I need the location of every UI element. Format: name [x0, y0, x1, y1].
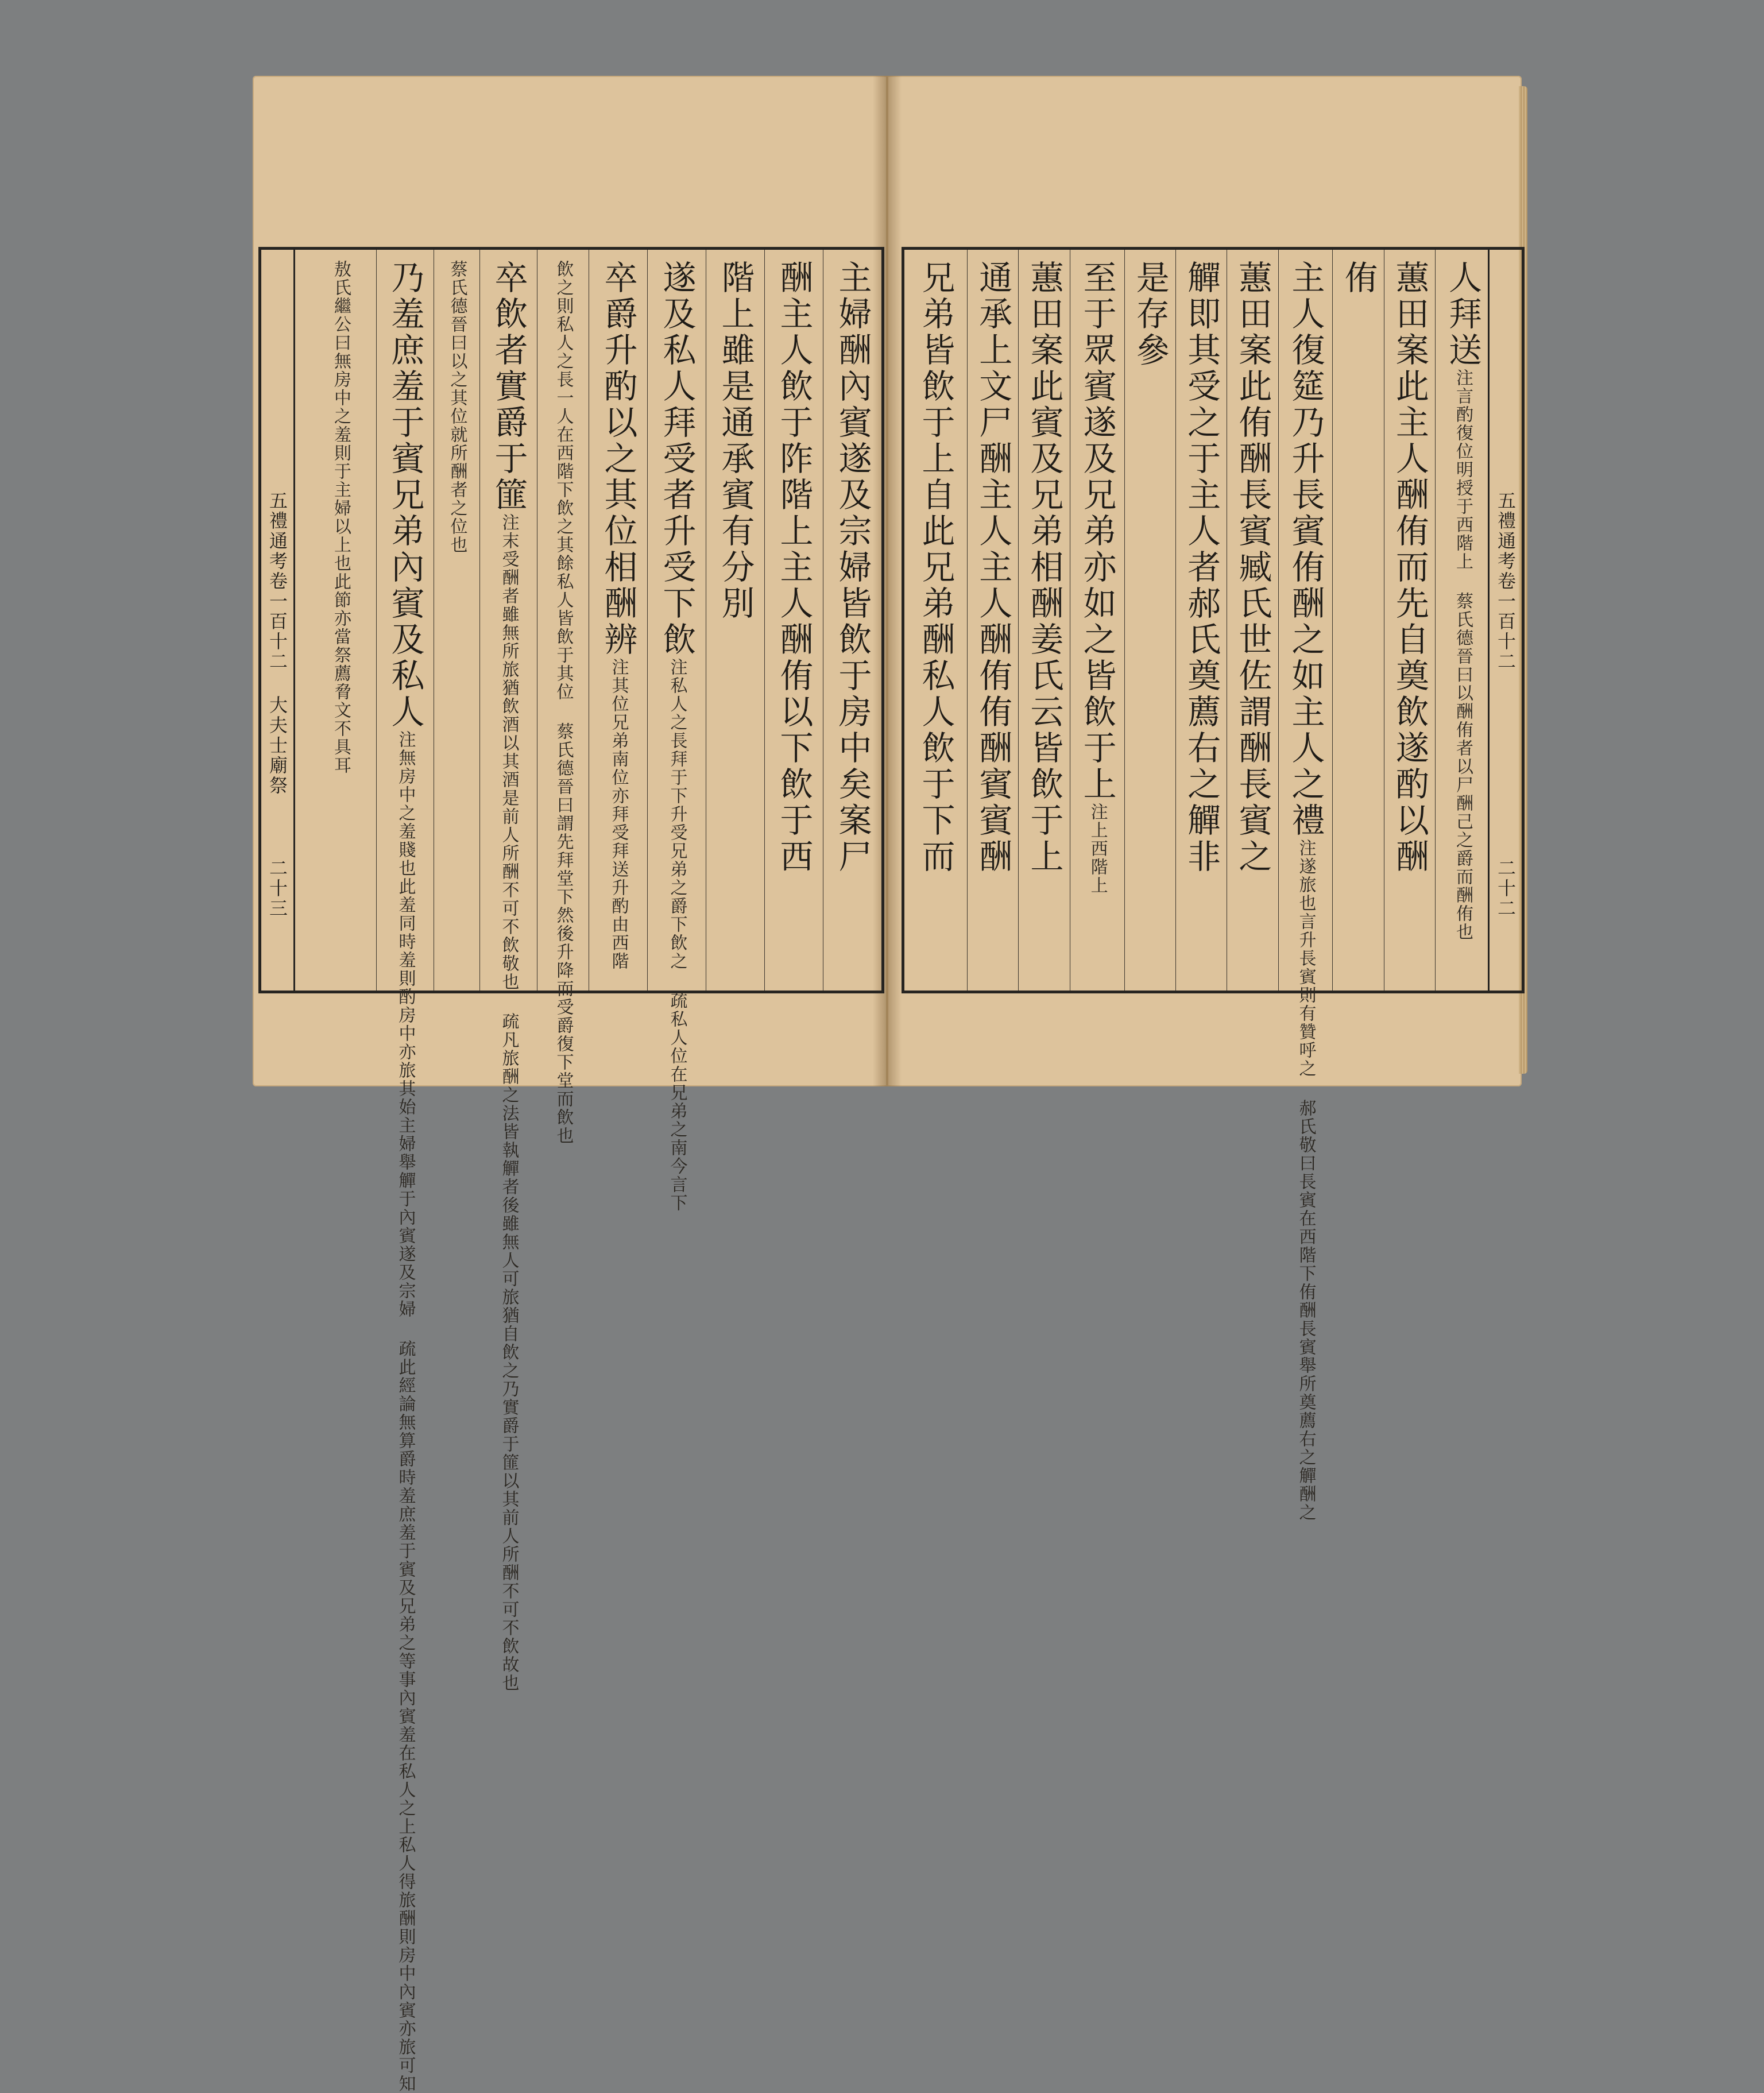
column — [434, 250, 479, 991]
column — [1435, 250, 1490, 991]
commentary-text: 注無房中之羞賤也此羞同時羞則酌房中亦旅其始主婦舉觶于內賓遂及宗婦 疏此經論無算爵時羞庶羞于賓及兄弟之等事內賓羞在私人之上私人得旅酬則房中內賓亦旅可知 — [395, 730, 416, 2093]
column — [1018, 250, 1069, 991]
main-text: 人拜送 — [1443, 260, 1483, 369]
main-text: 遂及私人拜受者升受下飲 — [657, 260, 697, 658]
left-folio: 二十三 — [266, 858, 288, 919]
right-fold-margin — [1488, 250, 1522, 991]
main-text: 是存參 — [1130, 260, 1170, 369]
main-text: 蕙田案此主人酬侑而先自奠飲遂酌以酬 — [1390, 260, 1429, 875]
left-columns — [293, 250, 881, 2093]
column — [823, 250, 881, 991]
right-columns — [904, 250, 1490, 1522]
column — [1124, 250, 1175, 991]
column — [764, 250, 823, 991]
main-text: 階上雖是通承賓有分別 — [715, 260, 755, 622]
commentary-text: 飲之則私人之長一人在西階下飲之其餘私人皆飲于其位 蔡氏德晉曰謂先拜堂下然後升降而受爵復下堂而飲也 — [553, 260, 574, 1145]
right-margin-title: 五禮通考卷一百十二 — [1495, 491, 1517, 672]
left-text-frame — [258, 247, 884, 2093]
column — [305, 250, 376, 991]
commentary-text: 注其位兄弟南位亦拜受拜送升酌由西階 — [608, 658, 629, 970]
main-text: 至于眾賓遂及兄弟亦如之皆飲于上 — [1077, 260, 1117, 803]
main-text: 兄弟皆飲于上自此兄弟酬私人飲于下而 — [916, 260, 956, 875]
main-text: 通承上文尸酬主人主人酬侑侑酬賓賓酬 — [973, 260, 1013, 875]
main-text: 卒爵升酌以之其位相酬辨 — [598, 260, 638, 658]
commentary-text: 注上西階上 — [1087, 803, 1108, 895]
main-text: 主婦酬內賓遂及宗婦皆飲于房中矣案尸 — [833, 260, 872, 875]
column — [1070, 250, 1124, 991]
main-text: 蕙田案此賓及兄弟相酬姜氏云皆飲于上 — [1024, 260, 1064, 875]
open-book — [253, 69, 1527, 2093]
commentary-text: 注言酌復位明授于西階上 蔡氏德晉曰以酬侑者以尸酬己之爵而酬侑也 — [1453, 369, 1473, 941]
main-text: 觶即其受之于主人者郝氏奠薦右之觶非 — [1182, 260, 1221, 875]
left-fold-margin — [261, 250, 295, 991]
column — [1227, 250, 1278, 991]
column — [479, 250, 537, 1692]
main-text: 侑 — [1339, 260, 1378, 296]
left-margin-title: 五禮通考卷一百十二 大夫士廟祭 — [266, 491, 288, 796]
main-text: 乃羞庶羞于賓兄弟內賓及私人 — [385, 260, 425, 730]
column — [537, 250, 589, 1145]
column — [1332, 250, 1383, 991]
column — [904, 250, 967, 991]
commentary-text: 注末受酬者雖無所旅猶飲酒以其酒是前人所酬不可不飲敬也 疏凡旅酬之法皆執觶者後雖無人可旅猶自飲之乃實爵于篚以其前人所酬不可不飲故也 — [498, 513, 519, 1692]
main-text: 卒飲者實爵于篚 — [489, 260, 528, 513]
main-text: 主人復筵乃升長賓侑酬之如主人之禮 — [1286, 260, 1325, 839]
main-text: 酬主人飲于阼階上主人酬侑以下飲于西 — [774, 260, 814, 875]
commentary-text: 注遂旅也言升長賓則有贊呼之 郝氏敬曰長賓在西階下侑酬長賓舉所奠薦右之觶酬之 — [1295, 839, 1316, 1522]
commentary-text: 敖氏繼公曰無房中之羞則于主婦以上也此節亦當祭薦脅文不具耳 — [331, 260, 351, 775]
commentary-text: 注私人之長拜于下升受兄弟之爵下飲之 疏私人位在兄弟之南今言下 — [667, 658, 687, 1212]
column — [376, 250, 434, 2093]
right-text-frame — [902, 247, 1525, 1522]
main-text: 蕙田案此侑酬長賓臧氏世佐謂酬長賓之 — [1233, 260, 1272, 875]
column — [1175, 250, 1227, 991]
column — [967, 250, 1018, 991]
column — [706, 250, 764, 991]
column — [589, 250, 647, 991]
column — [1384, 250, 1435, 991]
right-folio: 二十二 — [1495, 858, 1517, 919]
commentary-text: 蔡氏德晉曰以之其位就所酬者之位也 — [447, 260, 467, 554]
column — [1278, 250, 1333, 1522]
column — [647, 250, 706, 1212]
